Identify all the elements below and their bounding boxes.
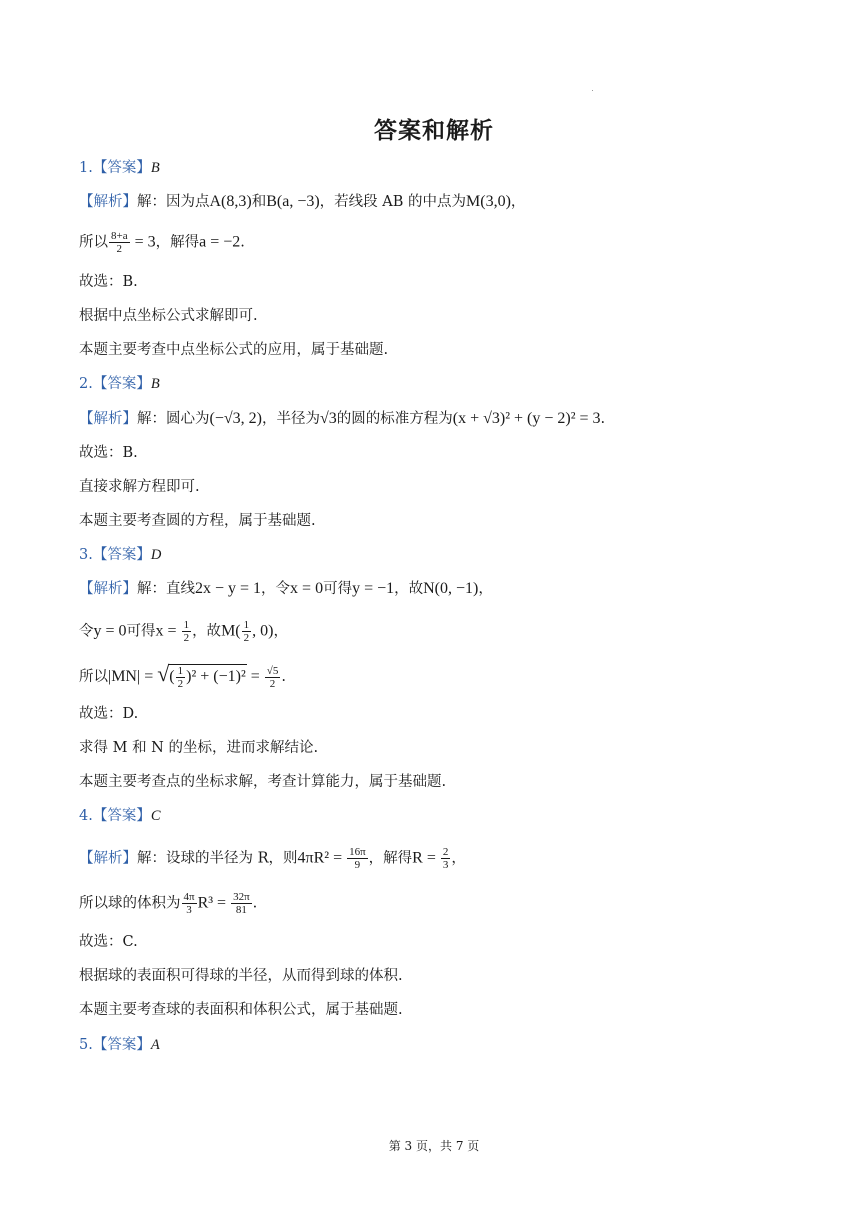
q3-choice: 故选：D. <box>79 706 139 722</box>
fraction-numerator: 32π <box>233 891 250 903</box>
q2-number: 2. <box>79 376 93 392</box>
sqrt-symbol: √ <box>157 661 170 687</box>
q1-point-a: A(8,3) <box>209 193 252 210</box>
fraction-numerator: 1 <box>243 619 250 631</box>
q2-analysis-tag: 【解析】 <box>79 411 137 427</box>
q4-text: ， <box>451 850 466 867</box>
q4-choice: 故选：C. <box>79 934 138 950</box>
fraction-denominator: 2 <box>116 243 123 255</box>
q2-equation: (x + √3)² + (y − 2)² = 3 <box>452 410 601 427</box>
q3-y-value: y = −1 <box>352 580 395 597</box>
q3-method: 求得 M 和 N 的坐标，进而求解结论. <box>79 740 319 756</box>
q1-answer-line <box>79 158 160 178</box>
q5-answer-line <box>79 1035 160 1055</box>
q3-point-m: M( <box>221 622 241 640</box>
fraction-numerator: 1 <box>183 619 190 631</box>
q1-solution: a = −2 <box>199 233 241 251</box>
q4-analysis-line2 <box>79 891 257 916</box>
q3-analysis-line1 <box>79 579 493 599</box>
q3-text: 可得 <box>126 623 156 640</box>
q4-text: 所以球的体积为 <box>79 895 181 912</box>
fraction-denominator: 2 <box>183 632 190 644</box>
q4-radius-fraction <box>441 846 451 871</box>
q3-text: ，故 <box>192 623 222 640</box>
q1-answer-tag: 【答案】 <box>92 160 151 176</box>
q3-analysis-line3 <box>79 661 286 690</box>
q1-summary: 本题主要考查中点坐标公式的应用，属于基础题. <box>79 342 389 358</box>
q5-number: 5. <box>79 1037 93 1053</box>
fraction-denominator: 81 <box>235 904 247 916</box>
q4-radius: R = <box>412 849 440 867</box>
q3-answer-tag: 【答案】 <box>92 547 151 563</box>
q1-text: ，解得 <box>155 234 200 251</box>
q1-answer: B <box>150 160 160 176</box>
q3-text: 令 <box>79 623 94 640</box>
q3-text: . <box>281 669 286 686</box>
q3-text: ， <box>273 623 288 640</box>
q4-text: . <box>252 895 258 912</box>
q1-text: 所以 <box>79 234 108 251</box>
q4-number: 4. <box>79 808 93 824</box>
q4-method: 根据球的表面积可得球的半径，从而得到球的体积. <box>79 968 403 984</box>
q2-text: ，半径为 <box>261 411 320 427</box>
q3-equals: = <box>246 668 264 686</box>
q2-answer-tag: 【答案】 <box>92 376 151 392</box>
q5-answer: A <box>150 1037 160 1053</box>
fraction-denominator: 2 <box>177 678 184 690</box>
fraction-denominator: 2 <box>269 677 276 690</box>
q3-x-value: x = <box>155 622 181 640</box>
q2-answer: B <box>150 376 160 392</box>
q2-text: 解：圆心为 <box>137 411 210 427</box>
fraction-numerator: 4π <box>183 891 195 903</box>
q3-fraction <box>242 619 252 644</box>
fraction-denominator: 9 <box>354 859 361 871</box>
q3-point-m-end: , 0) <box>252 622 274 640</box>
fraction-numerator: 16π <box>349 846 366 858</box>
q1-text: ， <box>510 194 526 210</box>
q3-analysis-line2 <box>79 619 288 644</box>
q1-number: 1. <box>79 160 93 176</box>
q1-fraction <box>109 230 130 255</box>
q1-point-m: M(3,0) <box>466 193 511 210</box>
page-title: 答案和解析 <box>374 118 494 144</box>
q2-center: (−√3, 2) <box>209 410 262 427</box>
q3-paren: ( <box>169 668 175 686</box>
page-footer: 第 3 页，共 7 页 <box>388 1139 480 1153</box>
q2-choice: 故选：B. <box>79 445 138 461</box>
q3-text: 所以 <box>79 669 108 686</box>
q1-point-b: B(a, −3) <box>266 193 320 210</box>
fraction-denominator: 2 <box>243 632 250 644</box>
q1-text: 和 <box>251 194 267 210</box>
fraction-numerator: 8+a <box>111 230 128 242</box>
scan-dot <box>592 90 593 91</box>
fraction-denominator: 3 <box>442 859 449 871</box>
q1-text: 解：因为点 <box>137 194 210 210</box>
q2-summary: 本题主要考查圆的方程，属于基础题. <box>79 513 316 529</box>
fraction-numerator: 2 <box>442 846 449 858</box>
fraction-denominator: 3 <box>186 904 192 916</box>
q2-method: 直接求解方程即可. <box>79 479 200 495</box>
q3-result-fraction <box>265 665 281 690</box>
q1-text: . <box>240 234 245 251</box>
q3-y-zero: y = 0 <box>93 622 127 640</box>
q3-distance: |MN| = <box>108 668 158 686</box>
q2-radius: √3 <box>319 410 337 427</box>
q4-surface-area: 4πR² = <box>297 849 347 867</box>
q3-sqrt-rest: )² + (−1)² <box>186 668 246 686</box>
q3-text: ， <box>478 581 493 597</box>
fraction-numerator: √5 <box>266 664 279 677</box>
q4-answer: C <box>150 808 161 824</box>
q3-point-n: N(0, −1) <box>423 580 479 597</box>
fraction-numerator: 1 <box>177 665 184 677</box>
q2-analysis-line1 <box>79 409 605 429</box>
q4-text: ，解得 <box>368 850 413 867</box>
q3-answer-line <box>79 545 161 565</box>
q3-text: ，故 <box>394 581 424 597</box>
q1-analysis-tag: 【解析】 <box>79 194 137 210</box>
q2-text: 的圆的标准方程为 <box>336 411 453 427</box>
q3-sqrt-body <box>168 664 246 690</box>
q3-fraction <box>176 665 186 690</box>
q1-equation: = 3 <box>130 233 156 251</box>
q4-r-cubed: R³ = <box>197 894 231 912</box>
q4-summary: 本题主要考查球的表面积和体积公式，属于基础题. <box>79 1002 403 1018</box>
q4-volume-fraction <box>182 891 197 916</box>
q3-text: ，令 <box>261 581 291 597</box>
q4-fraction <box>347 846 368 871</box>
q4-result-fraction <box>231 891 252 916</box>
q3-line-equation: 2x − y = 1 <box>195 580 262 597</box>
q3-x-zero: x = 0 <box>290 580 324 597</box>
q4-answer-line <box>79 806 161 826</box>
q4-analysis-line1 <box>79 846 466 871</box>
q1-text: ，若线段 AB 的中点为 <box>319 194 467 210</box>
q4-analysis-tag: 【解析】 <box>79 850 137 867</box>
q2-answer-line <box>79 374 160 394</box>
q4-answer-tag: 【答案】 <box>92 808 151 824</box>
q3-number: 3. <box>79 547 93 563</box>
q1-method: 根据中点坐标公式求解即可. <box>79 308 258 324</box>
q5-answer-tag: 【答案】 <box>92 1037 151 1053</box>
q3-fraction <box>182 619 192 644</box>
q4-text: 解：设球的半径为 R，则 <box>137 850 298 867</box>
q3-summary: 本题主要考查点的坐标求解，考查计算能力，属于基础题. <box>79 774 447 790</box>
q1-choice: 故选：B. <box>79 274 138 290</box>
q3-analysis-tag: 【解析】 <box>79 581 137 597</box>
q3-text: 解：直线 <box>137 581 195 597</box>
q1-analysis-line2 <box>79 230 245 255</box>
q3-answer: D <box>150 547 162 563</box>
q3-text: 可得 <box>323 581 353 597</box>
q1-analysis-line1 <box>79 192 525 212</box>
q2-text: . <box>600 411 606 427</box>
